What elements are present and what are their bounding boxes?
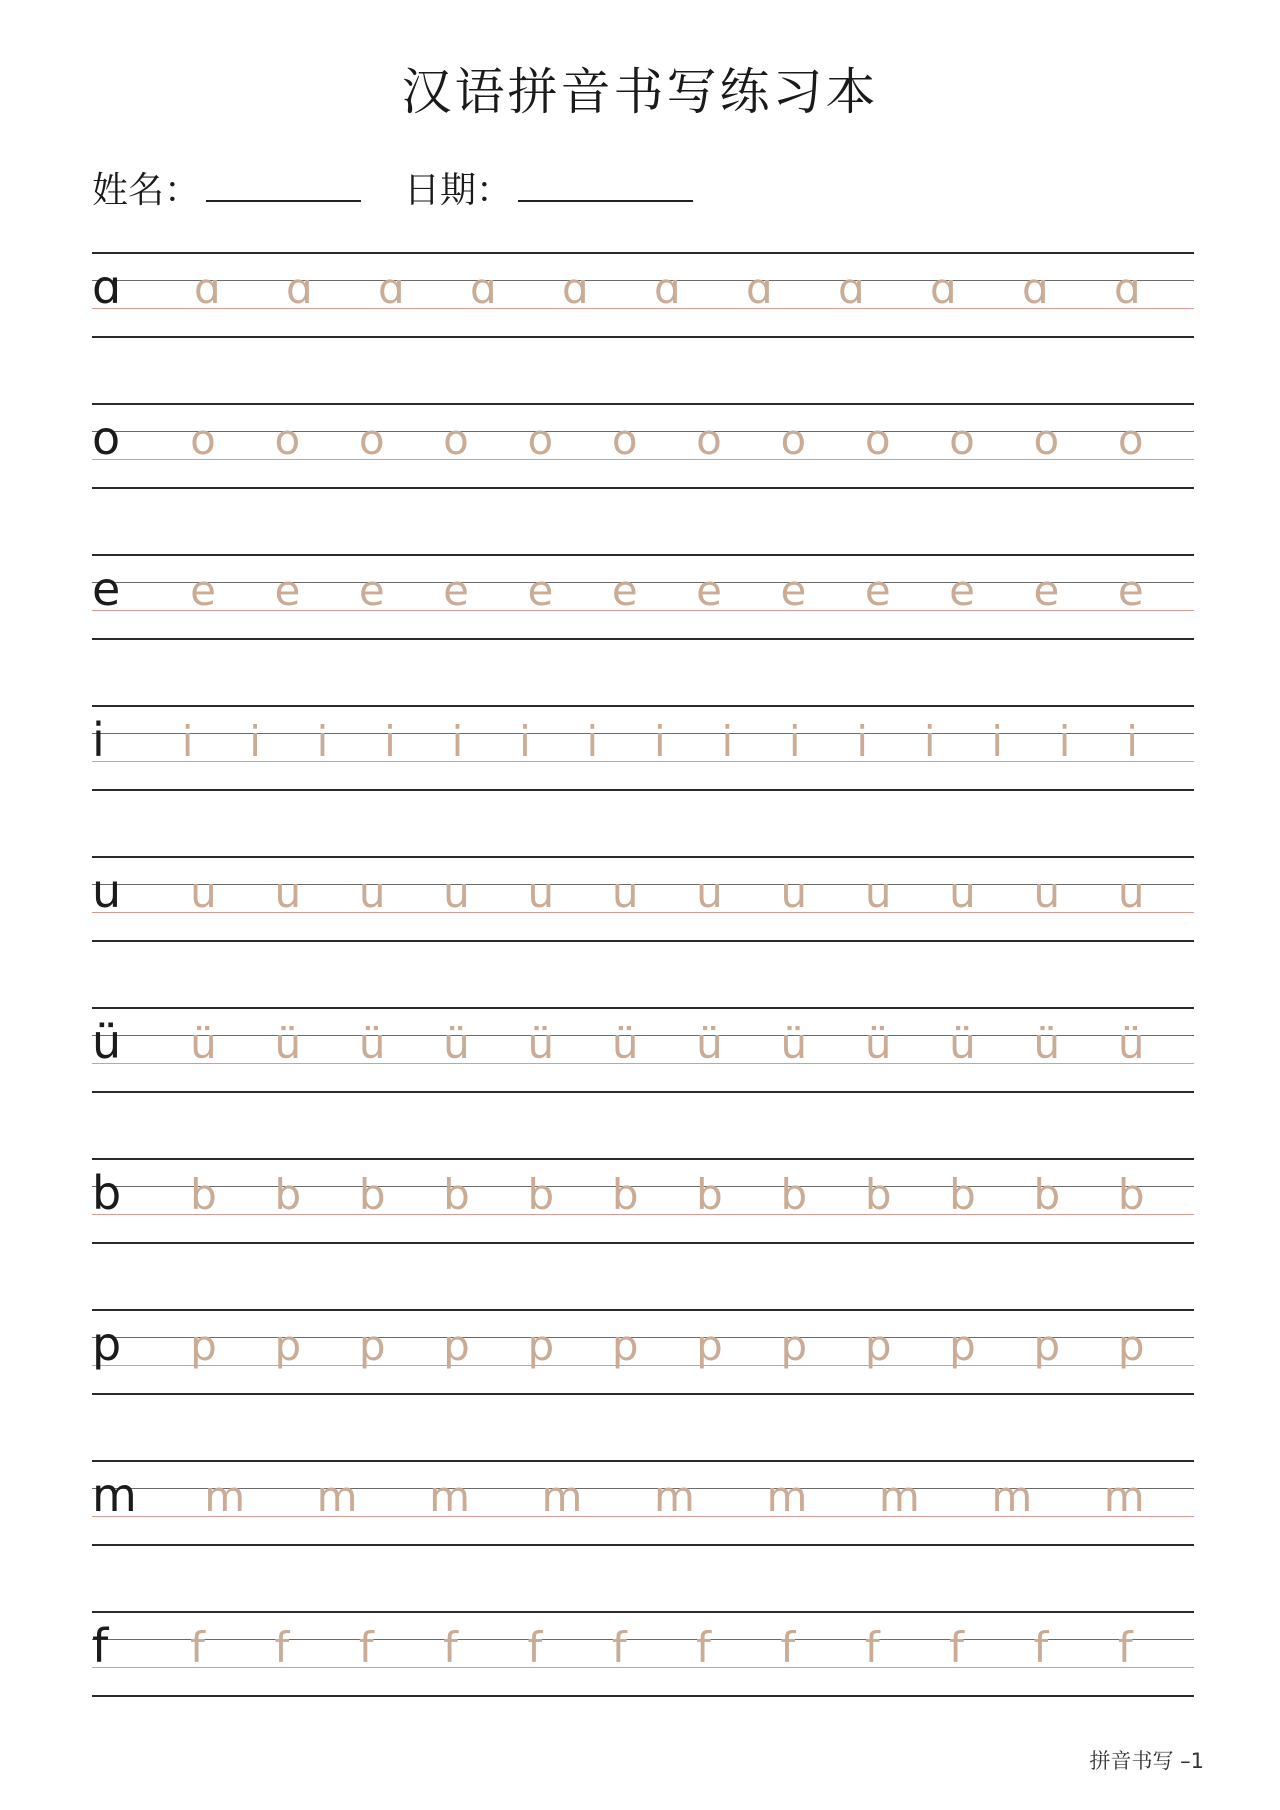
mid-guide-line (92, 884, 1194, 885)
trace-letter: ü (527, 1019, 555, 1068)
trace-letter: i (384, 717, 396, 766)
trace-letter: i (519, 717, 531, 766)
trace-letter: o (190, 415, 216, 464)
top-guide-line (92, 252, 1194, 254)
bot-guide-line (92, 940, 1194, 942)
trace-letter: f (1033, 1623, 1049, 1672)
trace-letter: ü (780, 1019, 808, 1068)
trace-letter: p (1117, 1321, 1145, 1370)
practice-row (92, 403, 1194, 487)
trace-letter: f (949, 1623, 964, 1672)
top-guide-line (92, 554, 1194, 556)
practice-row (92, 1007, 1194, 1091)
trace-letter: p (611, 1321, 639, 1370)
bot-guide-line (92, 789, 1194, 791)
trace-letter: ɑ (286, 264, 313, 313)
name-label: 姓名： (92, 170, 201, 211)
trace-letter: ü (864, 1019, 892, 1068)
practice-row (92, 1309, 1194, 1393)
trace-letter: u (949, 868, 976, 917)
trace-letter: u (611, 868, 639, 917)
trace-letter: ü (1117, 1019, 1145, 1068)
trace-letter: b (949, 1170, 976, 1219)
trace-letter: o (274, 415, 301, 464)
model-letter: e (92, 562, 121, 616)
trace-letter: m (541, 1472, 583, 1521)
trace-letter: m (766, 1472, 808, 1521)
trace-letter: b (358, 1170, 386, 1219)
trace-letter: i (991, 717, 1003, 766)
trace-letter: m (429, 1472, 471, 1521)
practice-row (92, 1158, 1194, 1242)
practice-row (92, 856, 1194, 940)
model-letter: o (92, 411, 121, 465)
trace-letter: ɑ (930, 264, 957, 313)
trace-letter: u (358, 868, 386, 917)
trace-letter: m (991, 1472, 1033, 1521)
trace-letter: b (190, 1170, 217, 1219)
trace-letter: u (1033, 868, 1061, 917)
trace-letter: e (1117, 566, 1144, 615)
model-letter: p (92, 1317, 122, 1371)
practice-row (92, 252, 1194, 336)
mid-guide-line (92, 1337, 1194, 1338)
trace-letter: ü (1033, 1019, 1061, 1068)
mid-guide-line (92, 1186, 1194, 1187)
trace-letter: o (864, 415, 891, 464)
trace-letter: b (696, 1170, 723, 1219)
trace-letter: b (780, 1170, 808, 1219)
date-field (404, 162, 693, 213)
practice-row (92, 705, 1194, 789)
bot-guide-line (92, 487, 1194, 489)
trace-letter: p (780, 1321, 808, 1370)
trace-letter: ɑ (562, 264, 589, 313)
trace-letter: e (949, 566, 975, 615)
trace-letter: ü (696, 1019, 723, 1068)
trace-letter: o (611, 415, 638, 464)
trace-letter: b (611, 1170, 639, 1219)
trace-letter: i (181, 717, 194, 766)
model-letter: u (92, 864, 122, 918)
trace-letter: p (864, 1321, 892, 1370)
trace-letter: e (1033, 566, 1060, 615)
base-guide-line (92, 459, 1194, 460)
trace-letter: i (451, 717, 464, 766)
trace-letter: e (527, 566, 554, 615)
mid-guide-line (92, 1035, 1194, 1036)
trace-letter: b (274, 1170, 302, 1219)
trace-letter: i (1058, 717, 1071, 766)
trace-letter: o (780, 415, 807, 464)
date-label: 日期： (404, 170, 513, 211)
top-guide-line (92, 1007, 1194, 1009)
trace-letter: ɑ (194, 264, 221, 313)
model-letter: ü (92, 1015, 122, 1069)
mid-guide-line (92, 1639, 1194, 1640)
bot-guide-line (92, 638, 1194, 640)
trace-letter: f (1117, 1623, 1133, 1672)
trace-letter: i (721, 717, 734, 766)
trace-letter: u (190, 868, 217, 917)
trace-letter: f (864, 1623, 880, 1672)
model-letter: i (92, 713, 105, 767)
trace-letter: f (274, 1623, 290, 1672)
practice-row (92, 554, 1194, 638)
trace-letter: u (780, 868, 808, 917)
trace-letter: o (527, 415, 554, 464)
trace-letter: e (696, 566, 722, 615)
trace-letter: p (696, 1321, 723, 1370)
top-guide-line (92, 1158, 1194, 1160)
name-field (92, 162, 361, 213)
trace-letter: m (316, 1472, 358, 1521)
trace-letter: f (358, 1623, 374, 1672)
trace-letter: ü (358, 1019, 386, 1068)
trace-letter: e (864, 566, 891, 615)
trace-letter: ɑ (378, 264, 405, 313)
trace-letter: o (949, 415, 975, 464)
trace-letter: f (190, 1623, 205, 1672)
trace-letter: b (443, 1170, 470, 1219)
trace-letter: e (611, 566, 638, 615)
trace-letter: u (864, 868, 892, 917)
bot-guide-line (92, 1242, 1194, 1244)
top-guide-line (92, 1611, 1194, 1613)
trace-letter: o (358, 415, 385, 464)
trace-letter: u (274, 868, 302, 917)
model-letter: b (92, 1166, 122, 1220)
bot-guide-line (92, 1091, 1194, 1093)
trace-letter: f (611, 1623, 627, 1672)
trace-letter: p (949, 1321, 976, 1370)
base-guide-line (92, 1063, 1194, 1064)
trace-letter: f (780, 1623, 796, 1672)
trace-letter: i (856, 717, 869, 766)
trace-letter: o (443, 415, 469, 464)
bot-guide-line (92, 336, 1194, 338)
trace-letter: u (527, 868, 555, 917)
bot-guide-line (92, 1393, 1194, 1395)
trace-letter: ü (949, 1019, 976, 1068)
trace-letter: u (696, 868, 723, 917)
page-footer: 拼音书写 –1 (1089, 1749, 1204, 1773)
trace-letter: ɑ (1022, 264, 1049, 313)
model-letter: m (92, 1468, 137, 1522)
base-guide-line (92, 1214, 1194, 1215)
trace-letter: ɑ (838, 264, 865, 313)
practice-row (92, 1460, 1194, 1544)
trace-letter: b (527, 1170, 555, 1219)
trace-letter: m (878, 1472, 920, 1521)
trace-letter: p (190, 1321, 217, 1370)
base-guide-line (92, 1667, 1194, 1668)
name-blank[interactable] (206, 178, 361, 202)
trace-letter: b (1033, 1170, 1061, 1219)
trace-letter: p (358, 1321, 386, 1370)
page-title: 汉语拼音书写练习本 (401, 63, 879, 121)
trace-letter: m (654, 1472, 695, 1521)
trace-letter: ü (611, 1019, 639, 1068)
bot-guide-line (92, 1695, 1194, 1697)
trace-letter: o (1117, 415, 1144, 464)
bot-guide-line (92, 1544, 1194, 1546)
trace-letter: p (1033, 1321, 1061, 1370)
trace-letter: ɑ (1114, 264, 1141, 313)
trace-letter: i (788, 717, 801, 766)
trace-letter: e (358, 566, 385, 615)
trace-letter: e (443, 566, 469, 615)
trace-letter: o (696, 415, 722, 464)
trace-letter: i (654, 717, 666, 766)
trace-letter: ɑ (470, 264, 497, 313)
trace-letter: ɑ (654, 264, 681, 313)
trace-letter: p (443, 1321, 470, 1370)
trace-letter: b (864, 1170, 892, 1219)
trace-letter: i (316, 717, 329, 766)
trace-letter: p (527, 1321, 555, 1370)
trace-letter: e (274, 566, 301, 615)
top-guide-line (92, 1460, 1194, 1462)
trace-letter: b (1117, 1170, 1145, 1219)
model-letter: f (92, 1619, 109, 1673)
base-guide-line (92, 610, 1194, 611)
practice-row (92, 1611, 1194, 1695)
trace-letter: i (249, 717, 261, 766)
base-guide-line (92, 1365, 1194, 1366)
mid-guide-line (92, 582, 1194, 583)
trace-letter: e (780, 566, 807, 615)
trace-letter: ü (274, 1019, 302, 1068)
base-guide-line (92, 912, 1194, 913)
top-guide-line (92, 403, 1194, 405)
trace-letter: f (527, 1623, 543, 1672)
trace-letter: m (204, 1472, 246, 1521)
trace-letter: ü (190, 1019, 217, 1068)
trace-letter: m (1103, 1472, 1145, 1521)
mid-guide-line (92, 431, 1194, 432)
trace-letter: i (1126, 717, 1138, 766)
trace-letter: u (443, 868, 470, 917)
trace-letter: ü (443, 1019, 470, 1068)
trace-letter: i (586, 717, 599, 766)
trace-letter: p (274, 1321, 302, 1370)
top-guide-line (92, 705, 1194, 707)
trace-letter: ɑ (746, 264, 773, 313)
trace-letter: o (1033, 415, 1060, 464)
trace-letter: u (1117, 868, 1145, 917)
top-guide-line (92, 1309, 1194, 1311)
top-guide-line (92, 856, 1194, 858)
trace-letter: i (923, 717, 936, 766)
model-letter: ɑ (92, 260, 122, 314)
trace-letter: e (190, 566, 216, 615)
date-blank[interactable] (518, 178, 693, 202)
trace-letter: f (696, 1623, 711, 1672)
trace-letter: f (443, 1623, 458, 1672)
